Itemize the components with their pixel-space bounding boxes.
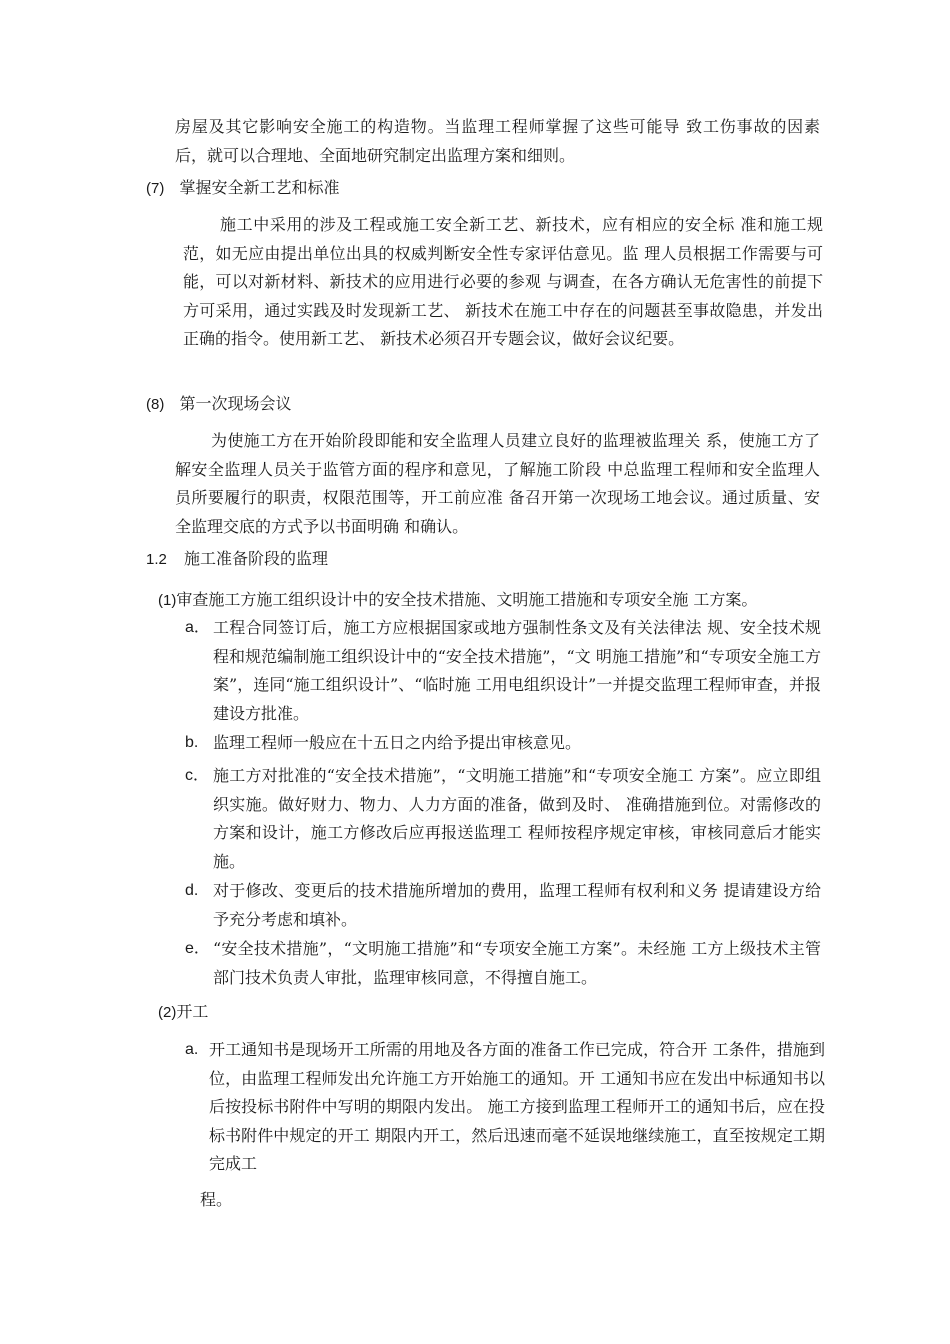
list-item-a bbox=[185, 614, 821, 728]
section-1-2-title: 施工准备阶段的监理 bbox=[183, 549, 328, 568]
list-item-c bbox=[185, 762, 821, 876]
list-marker: e． bbox=[185, 940, 210, 957]
list-item-text: 监理工程师一般应在十五日之内给予提出审核意见。 bbox=[213, 733, 582, 752]
list-marker: d. bbox=[185, 882, 199, 899]
section-7-title: 掌握安全新工艺和标准 bbox=[179, 178, 340, 197]
section-8-number: (8) bbox=[146, 396, 165, 413]
list-item-text: 工程合同签订后，施工方应根据国家或地方强制性条文及有关法律法 规、安全技术规程和规范编制施工组织设计中的“安全技术措施”，“文 明施工措施”和“专项安全施工方案”，连同“施工组织设计”、“临时施 工用电组织设计”一并提交监理工程师审查，并报建设方批准。 bbox=[213, 618, 821, 723]
list-marker: a． bbox=[185, 619, 210, 636]
section-7-number: (7) bbox=[146, 180, 165, 197]
subsection-2-title: 开工 bbox=[176, 1002, 209, 1021]
list-item-e bbox=[185, 935, 821, 992]
section-8-heading bbox=[146, 392, 291, 417]
list-item-text: 施工方对批准的“安全技术措施”，“文明施工措施”和“专项安全施工 方案”。应立即组织实施。做好财力、物力、人力方面的准备，做到及时、 准确措施到位。对需修改的方案和设计，施工方修改后应再报送监理工 程师按程序规定审核，审核同意后才能实施。 bbox=[213, 766, 821, 871]
list-item-text: “安全技术措施”，“文明施工措施”和“专项安全施工方案”。未经施 工方上级技术主管部门技术负责人审批，监理审核同意，不得擅自施工。 bbox=[213, 939, 821, 987]
subsection-2-heading bbox=[158, 1000, 208, 1025]
paragraph-new-tech: 施工中采用的涉及工程或施工安全新工艺、新技术，应有相应的安全标 准和施工规范，如无应由提出单位出具的权威判断安全性专家评估意见。监 理人员根据工作需要与可能，可以对新材料、新技术的应用进行必要的参观 与调查，在各方确认无危害性的前提下方可采用，通过实践及时发现新工艺、 新技术在施工中存在的问题甚至事故隐患，并发出正确的指令。使用新工艺、 新技术必须召开专题会议，做好会议纪要。 bbox=[183, 215, 823, 349]
subsection-1-title: 审查施工方施工组织设计中的安全技术措施、文明施工措施和专项安全施 工方案。 bbox=[176, 590, 758, 609]
list-item-2a bbox=[185, 1036, 825, 1179]
list-marker: c． bbox=[185, 767, 210, 784]
paragraph-first-meeting: 为使施工方在开始阶段即能和安全监理人员建立良好的监理被监理关 系，使施工方了解安全监理人员关于监管方面的程序和意见，了解施工阶段 中总监理工程师和安全监理人员所要履行的职责，权限范围等，开工前应准 备召开第一次现场工地会议。通过质量、安全监理交底的方式予以书面明确 和确认。 bbox=[175, 431, 820, 536]
list-marker: b. bbox=[185, 734, 199, 751]
list-item-b bbox=[185, 729, 821, 758]
subsection-1-heading bbox=[158, 588, 828, 613]
paragraph-continuation: 房屋及其它影响安全施工的构造物。当监理工程师掌握了这些可能导 致工伤事故的因素后，就可以合理地、全面地研究制定出监理方案和细则。 bbox=[175, 117, 820, 165]
subsection-1-number: (1) bbox=[158, 592, 177, 609]
list-item-text: 开工通知书是现场开工所需的用地及各方面的准备工作已完成，符合开 工条件，措施到位，由监理工程师发出允许施工方开始施工的通知。开 工通知书应在发出中标通知书以后按投标书附件中写明的期限内发出。 施工方接到监理工程师开工的通知书后，应在投标书附件中规定的开工 期限内开工，然后迅速而毫不延误地继续施工，直至按规定工期完成工 bbox=[209, 1040, 825, 1174]
list-marker: a. bbox=[185, 1041, 199, 1058]
section-8-title: 第一次现场会议 bbox=[179, 394, 292, 413]
trailing-fragment: 程。 bbox=[200, 1190, 233, 1209]
list-item-d bbox=[185, 877, 821, 934]
section-7-heading bbox=[146, 176, 339, 201]
list-item-text: 对于修改、变更后的技术措施所增加的费用，监理工程师有权利和义务 提请建设方给予充分考虑和填补。 bbox=[213, 881, 821, 929]
subsection-2-number: (2) bbox=[158, 1004, 177, 1021]
section-1-2-number: 1.2 bbox=[146, 551, 167, 568]
section-1-2-heading bbox=[146, 547, 328, 572]
